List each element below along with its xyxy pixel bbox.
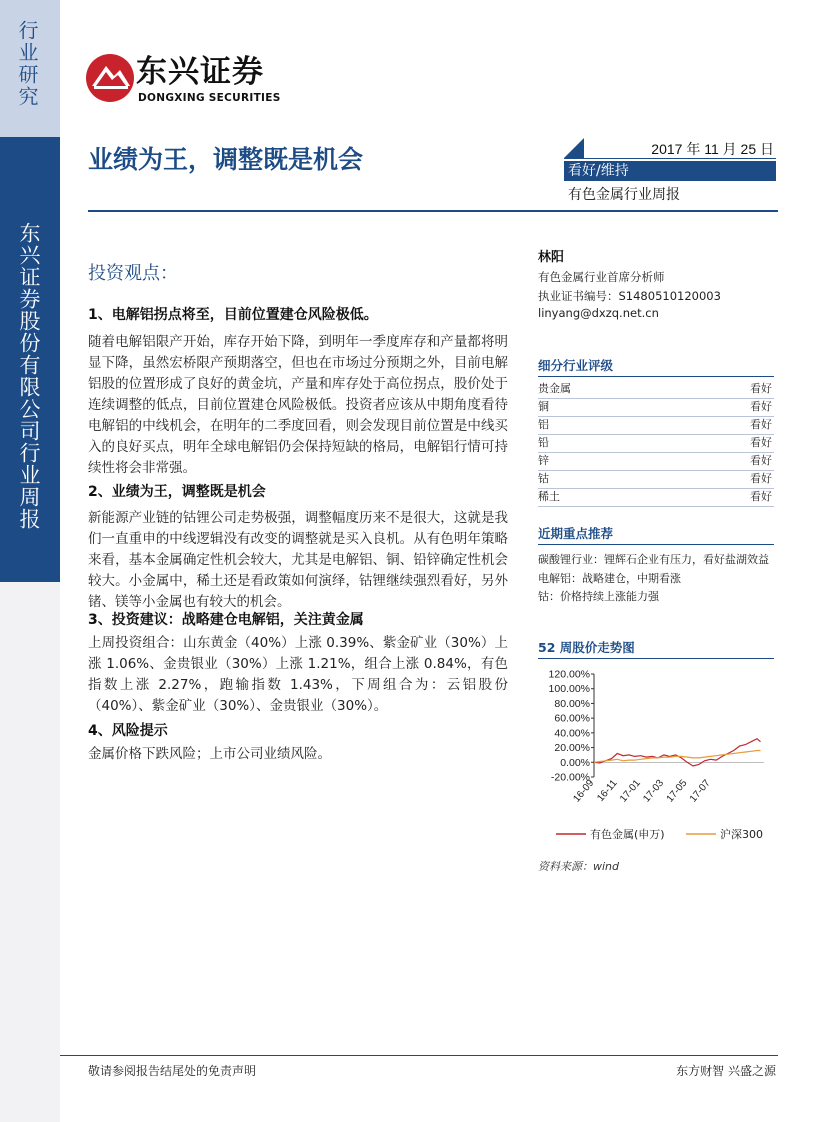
- analyst-role: 有色金属行业首席分析师: [538, 270, 665, 284]
- chart-y-tick-label: 0.00%: [560, 756, 590, 769]
- header-corner-mark: [564, 138, 584, 158]
- rating-row: [538, 380, 774, 399]
- chart-legend-label: 沪深300: [720, 828, 763, 841]
- footer-slogan: 东方财智 兴盛之源: [676, 1064, 776, 1078]
- sidebar-category: 行业研究: [15, 20, 39, 108]
- rating-name: 钴: [538, 472, 549, 485]
- chart-x-tick-label: 17-05: [664, 777, 690, 805]
- recommend-heading: 近期重点推荐: [538, 524, 774, 545]
- chart-x-tick-label: 17-03: [641, 777, 667, 805]
- chart-y-tick-label: 60.00%: [554, 712, 590, 725]
- rating-row: [538, 416, 774, 435]
- rating-row: [538, 488, 774, 507]
- report-title: 业绩为王，调整既是机会: [88, 145, 364, 174]
- data-source: 资料来源：wind: [538, 860, 620, 873]
- chart-y-tick-label: 80.00%: [554, 697, 590, 710]
- analyst-email[interactable]: linyang@dxzq.net.cn: [538, 306, 659, 320]
- footer-divider: [60, 1055, 778, 1056]
- chart-y-tick-label: 40.00%: [554, 727, 590, 740]
- chart-x-tick-label: 17-01: [618, 777, 643, 805]
- analyst-name: 林阳: [538, 250, 565, 265]
- ratings-heading: 细分行业评级: [538, 356, 774, 377]
- chart-series-line: [594, 739, 761, 766]
- rating-row: [538, 452, 774, 471]
- rating-row: [538, 470, 774, 489]
- price-trend-chart: [538, 664, 774, 850]
- chart-heading: 52 周股价走势图: [538, 638, 774, 659]
- chart-y-tick-label: -20.00%: [550, 771, 590, 784]
- footer-disclaimer: 敬请参阅报告结尾处的免责声明: [88, 1064, 257, 1078]
- header-date-rule: [564, 158, 776, 159]
- chart-x-tick-label: 17-07: [687, 777, 713, 805]
- recommend-item: 钴：价格持续上涨能力强: [538, 590, 659, 603]
- rating-value: 看好: [750, 472, 772, 485]
- rating-value: 看好: [750, 382, 772, 395]
- section-heading: 1、电解铝拐点将至，目前位置建仓风险极低。: [88, 307, 378, 323]
- rating-value: 看好: [750, 418, 772, 431]
- rating-value: 看好: [750, 490, 772, 503]
- title-divider: [88, 210, 778, 212]
- rating-value: 看好: [750, 454, 772, 467]
- logo-english-name: DONGXING SECURITIES: [138, 92, 281, 104]
- rating-row: [538, 398, 774, 417]
- rating-name: 铅: [538, 436, 549, 449]
- chart-legend-label: 有色金属(申万): [590, 828, 665, 841]
- section-heading: 2、业绩为王，调整既是机会: [88, 484, 266, 500]
- analyst-cert: 执业证书编号：S1480510120003: [538, 289, 721, 303]
- rating-name: 铜: [538, 400, 549, 413]
- rating-name: 稀土: [538, 490, 560, 503]
- chart-series-line: [594, 751, 761, 763]
- chart-y-tick-label: 20.00%: [554, 742, 590, 755]
- chart-x-tick-label: 16-11: [595, 777, 620, 804]
- sidebar-bottom-band: [0, 582, 60, 1122]
- section-body: 金属价格下跌风险；上市公司业绩风险。: [88, 746, 331, 762]
- section-body: 随着电解铝限产开始，库存开始下降，到明年一季度库存和产量都将明显下降，虽然宏桥限产预期落空，但也在市场过分预期之外，目前电解铝股的位置形成了良好的黄金坑，产量和库存处于高位拐点，股价处于连续调整的低点，目前位置建仓风险极低。投资者应该从中期角度看待电解铝的中线机会，在明年的二季度回看，则会发现目前位置是中线买入的良好买点，明年全球电解铝仍会保持短缺的格局，电解铝行情可持续性将会非常强。: [88, 334, 508, 476]
- chart-x-tick-label: 16-09: [571, 777, 597, 805]
- report-date: 2017 年 11 月 25 日: [651, 141, 774, 157]
- investment-view-heading: 投资观点：: [88, 263, 178, 284]
- rating-name: 贵金属: [538, 382, 571, 395]
- logo-chinese-name: 东兴证券: [136, 54, 264, 90]
- rating-value: 看好: [750, 436, 772, 449]
- rating-value: 看好: [750, 400, 772, 413]
- sidebar-title: 东兴证券股份有限公司行业周报: [17, 222, 41, 530]
- industry-rating-badge: 看好/维持: [564, 161, 776, 181]
- chart-y-tick-label: 120.00%: [548, 668, 590, 681]
- recommend-item: 碳酸锂行业：锂辉石企业有压力，看好盐湖效益: [538, 553, 769, 566]
- report-type: 有色金属行业周报: [568, 187, 680, 203]
- section-heading: 4、风险提示: [88, 723, 168, 739]
- rating-row: [538, 434, 774, 453]
- section-body: 上周投资组合：山东黄金（40%）上涨 0.39%、紫金矿业（30%）上涨 1.06%、金贵银业（30%）上涨 1.21%，组合上涨 0.84%，有色指数上涨 2.27%，跑输指数 1.43%，下周组合为：云铝股份（40%）、紫金矿业（30%）、金贵银业（30%）。: [88, 635, 508, 714]
- chart-y-tick-label: 100.00%: [548, 683, 590, 696]
- section-body: 新能源产业链的钴锂公司走势极强，调整幅度历来不是很大，这就是我们一直重申的中线逻辑没有改变的调整就是买入良机。从有色明年策略来看，基本金属确定性机会较大，尤其是电解铝、铜、铅锌确定性机会较大。小金属中，稀土还是看政策如何演绎，钴锂继续强烈看好，另外锗、镁等小金属也有较大的机会。: [88, 510, 508, 610]
- recommend-item: 电解铝：战略建仓，中期看涨: [538, 572, 681, 585]
- rating-name: 锌: [538, 454, 549, 467]
- rating-name: 铝: [538, 418, 549, 431]
- section-heading: 3、投资建议：战略建仓电解铝，关注黄金属: [88, 612, 364, 628]
